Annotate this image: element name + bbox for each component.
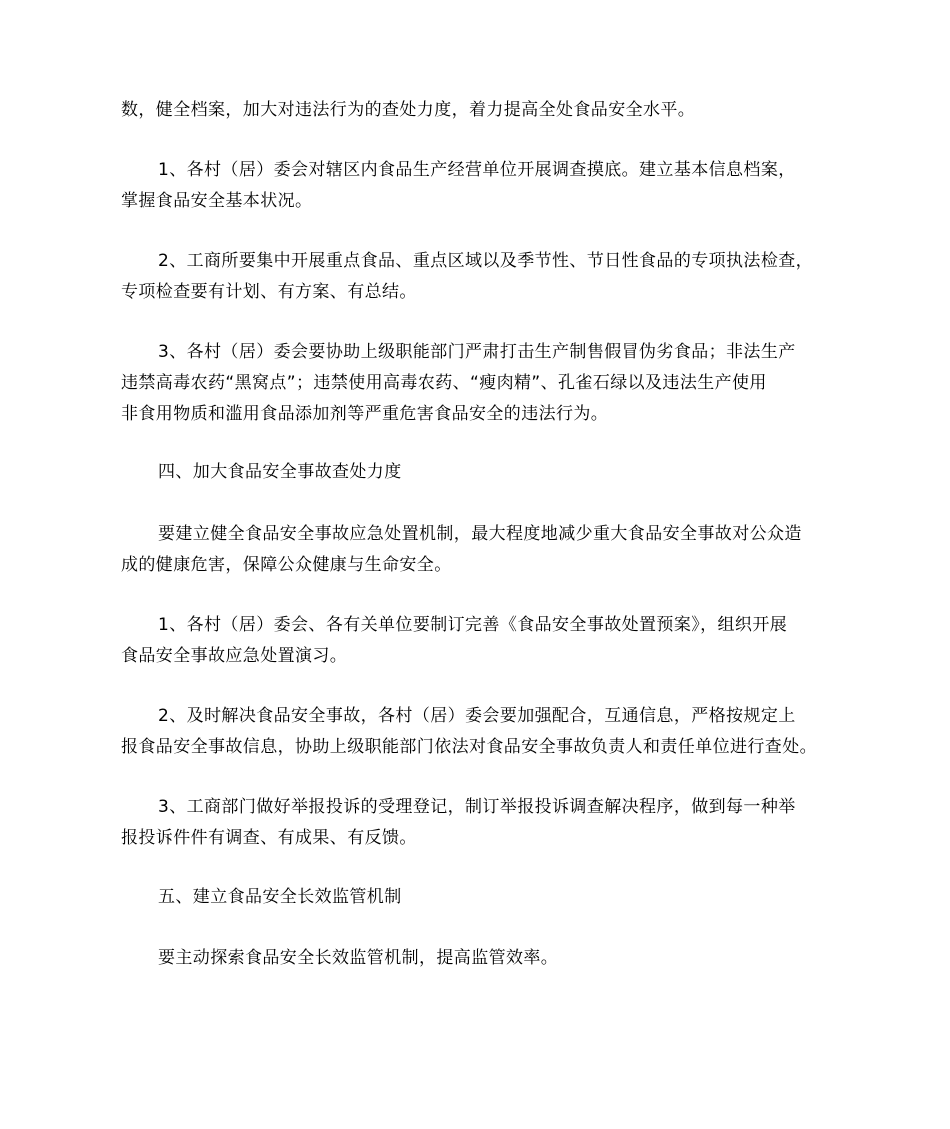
text-line: 3、工商部门做好举报投诉的受理登记，制订举报投诉调查解决程序，做到每一种举 [158,797,796,817]
text-line: 要建立健全食品安全事故应急处置机制，最大程度地减少重大食品安全事故对公众造 [158,524,802,544]
text-line: 食品安全事故应急处置演习。 [121,646,348,666]
text-line: 2、工商所要集中开展重点食品、重点区域以及季节性、节日性食品的专项执法检查， [158,251,814,271]
text-line: 报食品安全事故信息，协助上级职能部门依法对食品安全事故负责人和责任单位进行查处。 [121,737,817,757]
paragraph-continuation [121,95,841,126]
paragraph-item-2-inspection [121,246,841,308]
paragraph-item-1-plan [121,610,841,672]
text-line: 专项检查要有计划、有方案、有总结。 [121,282,417,302]
text-line: 非食用物质和滥用食品添加剂等严重危害食品安全的违法行为。 [121,404,609,424]
text-line: 1、各村（居）委会对辖区内食品生产经营单位开展调查摸底。建立基本信息档案， [158,160,796,180]
text-line: 违禁高毒农药“黑窝点”；违禁使用高毒农药、“瘦肉精”、孔雀石绿以及违法生产使用 [121,373,767,393]
text-line: 成的健康危害，保障公众健康与生命安全。 [121,555,452,575]
paragraph-item-3-crackdown [121,337,841,430]
text-line: 要主动探索食品安全长效监管机制，提高监管效率。 [158,948,559,968]
paragraph-long-term-supervision [121,943,841,974]
text-line: 五、建立食品安全长效监管机制 [158,887,402,907]
text-line: 3、各村（居）委会要协助上级职能部门严肃打击生产制售假冒伪劣食品；非法生产 [158,342,796,362]
paragraph-item-1-survey [121,155,841,217]
paragraph-item-2-resolve [121,701,841,763]
paragraph-item-3-complaints [121,792,841,854]
text-line: 1、各村（居）委会、各有关单位要制订完善《食品安全事故处置预案》，组织开展 [158,615,788,635]
text-line: 四、加大食品安全事故查处力度 [158,462,402,482]
section-heading-five [121,882,841,913]
text-line: 报投诉件件有调查、有成果、有反馈。 [121,828,417,848]
text-line: 2、及时解决食品安全事故，各村（居）委会要加强配合，互通信息，严格按规定上 [158,706,796,726]
text-line: 掌握食品安全基本状况。 [121,191,313,211]
section-heading-four [121,457,841,488]
paragraph-emergency-mechanism [121,519,841,581]
text-line: 数，健全档案，加大对违法行为的查处力度，着力提高全处食品安全水平。 [121,100,696,120]
